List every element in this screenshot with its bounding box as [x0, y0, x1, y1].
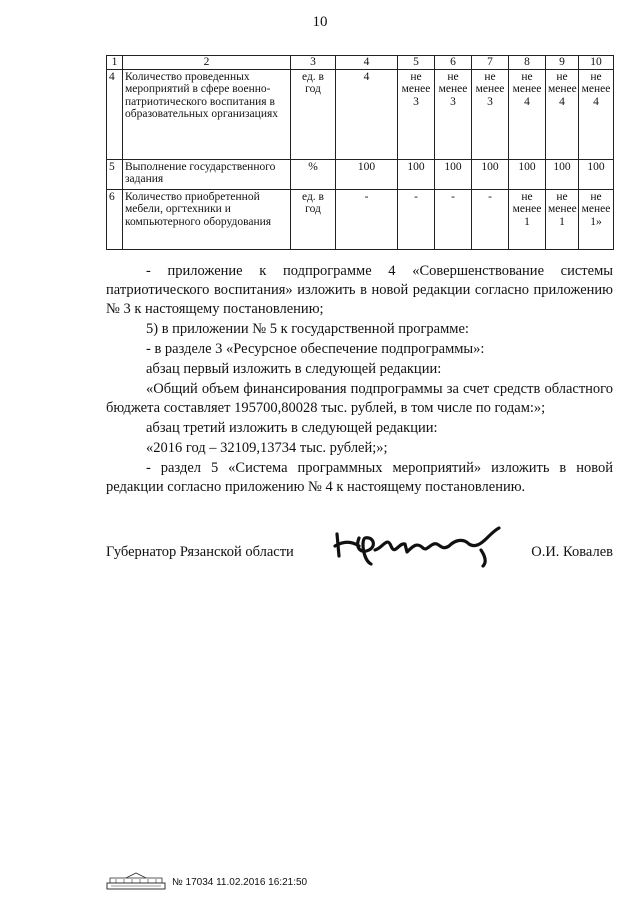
- table-row: [107, 189, 614, 249]
- row-number: 6: [107, 189, 123, 249]
- table-header-cell: 6: [435, 56, 472, 70]
- indicator-unit: %: [291, 159, 336, 189]
- governor-title: Губернатор Рязанской области: [106, 544, 294, 560]
- indicator-name: Количество проведенных мероприятий в сфере военно-патриотического воспитания в образовательных организациях: [123, 69, 291, 159]
- indicator-value: не менее 4: [509, 69, 546, 159]
- indicator-value: 100: [336, 159, 398, 189]
- paragraph: абзац первый изложить в следующей редакции:: [146, 361, 442, 377]
- indicator-value: 100: [435, 159, 472, 189]
- paragraph: «2016 год – 32109,13734 тыс. рублей;»;: [146, 440, 388, 456]
- paragraph: «Общий объем финансирования подпрограммы за счет средств областного бюджета составляет 195700,80028 тыс. рублей, в том числе по годам:»;: [106, 381, 613, 416]
- table-header-cell: 2: [123, 56, 291, 70]
- paragraph: 5) в приложении № 5 к государственной программе:: [146, 321, 469, 337]
- indicator-value: -: [472, 189, 509, 249]
- table-header-cell: 3: [291, 56, 336, 70]
- governor-name: О.И. Ковалев: [531, 544, 613, 560]
- indicator-value: 4: [336, 69, 398, 159]
- table-row: [107, 69, 614, 159]
- table-row: [107, 159, 614, 189]
- indicator-value: не менее 3: [472, 69, 509, 159]
- indicator-name: Количество приобретенной мебели, оргтехники и компьютерного оборудования: [123, 189, 291, 249]
- indicator-value: не менее 3: [435, 69, 472, 159]
- row-number: 5: [107, 159, 123, 189]
- table-header-cell: 10: [579, 56, 614, 70]
- indicator-value: 100: [398, 159, 435, 189]
- row-number: 4: [107, 69, 123, 159]
- table-header-cell: 5: [398, 56, 435, 70]
- table-header-cell: 9: [546, 56, 579, 70]
- building-seal-icon: [106, 872, 166, 893]
- indicator-value: 100: [509, 159, 546, 189]
- table-header-cell: 4: [336, 56, 398, 70]
- indicator-value: не менее 1: [546, 189, 579, 249]
- paragraph: - в разделе 3 «Ресурсное обеспечение подпрограммы»:: [146, 341, 485, 357]
- indicator-value: 100: [579, 159, 614, 189]
- document-body: [106, 262, 613, 497]
- indicator-value: не менее 1: [509, 189, 546, 249]
- table-header-cell: 7: [472, 56, 509, 70]
- indicator-value: 100: [546, 159, 579, 189]
- signature-block: [106, 530, 613, 580]
- registration-stamp: № 17034 11.02.2016 16:21:50: [172, 876, 308, 888]
- indicator-unit: ед. в год: [291, 69, 336, 159]
- indicator-value: -: [435, 189, 472, 249]
- indicator-value: не менее 1»: [579, 189, 614, 249]
- indicator-value: -: [398, 189, 435, 249]
- table-header-row: [107, 56, 614, 70]
- indicator-value: -: [336, 189, 398, 249]
- table-header-cell: 1: [107, 56, 123, 70]
- indicator-unit: ед. в год: [291, 189, 336, 249]
- paragraph: - раздел 5 «Система программных мероприятий» изложить в новой редакции согласно приложению № 4 к настоящему постановлению.: [106, 460, 613, 495]
- table-header-cell: 8: [509, 56, 546, 70]
- page-number: 10: [312, 14, 328, 30]
- indicator-name: Выполнение государственного задания: [123, 159, 291, 189]
- paragraph: абзац третий изложить в следующей редакции:: [146, 420, 438, 436]
- paragraph: - приложение к подпрограмме 4 «Совершенствование системы патриотического воспитания» изложить в новой редакции согласно приложению № 3 к настоящему постановлению;: [106, 263, 613, 317]
- indicator-value: 100: [472, 159, 509, 189]
- indicator-value: не менее 3: [398, 69, 435, 159]
- indicator-value: не менее 4: [546, 69, 579, 159]
- indicator-value: не менее 4: [579, 69, 614, 159]
- footer: [106, 873, 307, 891]
- indicators-table: [106, 55, 614, 250]
- handwritten-signature: [331, 520, 506, 570]
